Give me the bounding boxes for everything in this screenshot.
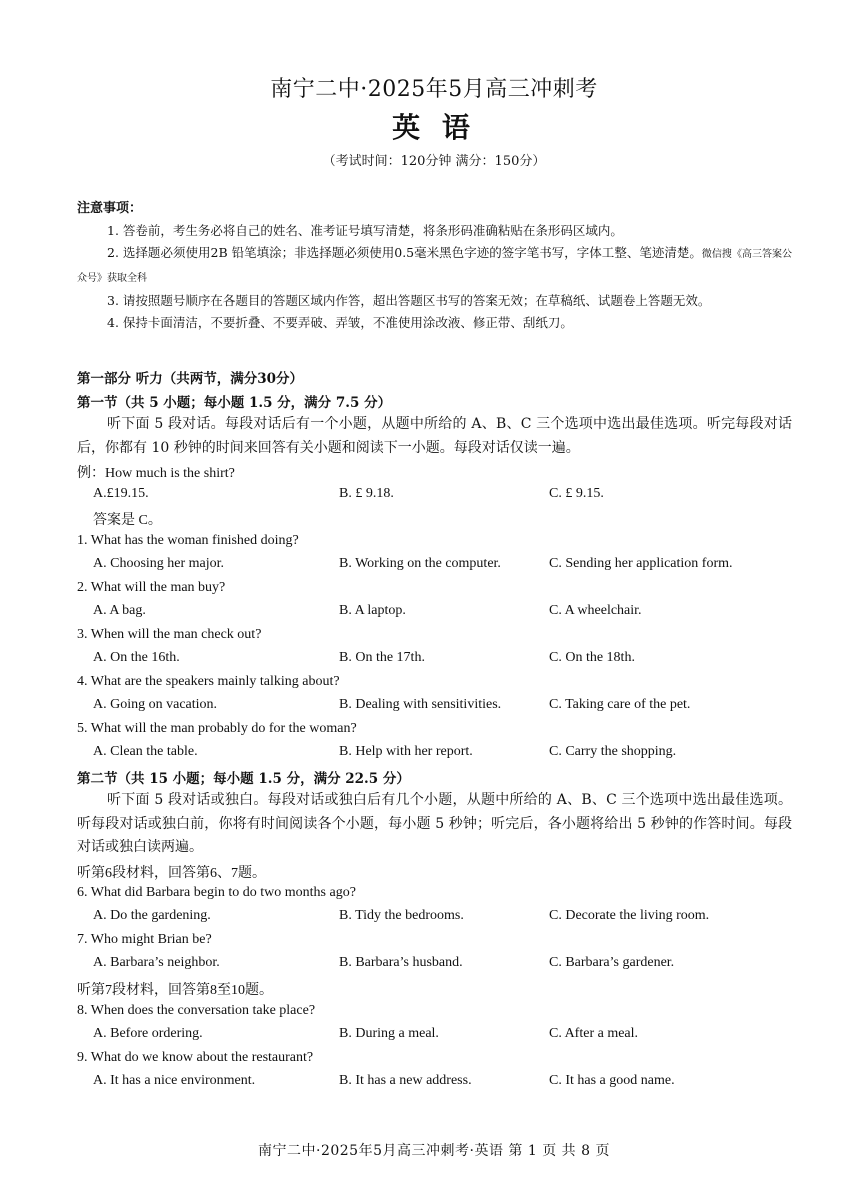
notes-block [77, 198, 792, 334]
question-3: 3. When will the man check out? [77, 627, 262, 642]
part1-heading: 第一部分 听力（共两节，满分30分） [77, 371, 303, 387]
question-7-option-a: A. Barbara’s neighbor. [93, 955, 220, 970]
question-2-option-a: A. A bag. [93, 603, 146, 618]
question-7-option-b: B. Barbara’s husband. [339, 955, 463, 970]
question-5-option-c: C. Carry the shopping. [549, 744, 677, 759]
example-option-a: A.£19.15. [93, 486, 149, 501]
note-item-2 [77, 242, 792, 290]
note-item-3: 3. 请按照题号顺序在各题目的答题区域内作答，超出答题区书写的答案无效；在草稿纸、试题卷上答题无效。 [107, 293, 711, 308]
example-question: 例：How much is the shirt? [77, 466, 235, 481]
subject-title: 英 语 [392, 111, 476, 144]
example-option-c: C. £ 9.15. [549, 486, 604, 501]
question-8: 8. When does the conversation take place? [77, 1003, 316, 1018]
notes-heading: 注意事项： [77, 201, 143, 216]
example-answer: 答案是 C。 [93, 513, 162, 528]
question-3-option-a: A. On the 16th. [93, 650, 180, 665]
question-4-option-b: B. Dealing with sensitivities. [339, 697, 502, 712]
note-item-2-watermark: 微信搜《高三答案公众号》获取全科 [77, 249, 792, 284]
question-9-option-a: A. It has a nice environment. [93, 1073, 256, 1088]
page-footer: 南宁二中·2025年5月高三冲刺考·英语 第 1 页 共 8 页 [258, 1143, 610, 1159]
note-item-2-text: 2. 选择题必须使用2B 铅笔填涂；非选择题必须使用0.5毫米黑色字迹的签字笔书写，字体工整、笔迹清楚。 [107, 245, 702, 260]
section2-instructions: 听下面 5 段对话或独白。每段对话或独白后有几个小题，从题中所给的 A、B、C 三个选项中选出最佳选项。听每段对话或独白前，你将有时间阅读各个小题，每小题 5 秒钟；听完后，各小题将给出 5 秒钟的作答时间。每段对话或独白读两遍。 [77, 792, 792, 855]
question-1-option-c: C. Sending her application form. [549, 556, 733, 571]
note-item-4: 4. 保持卡面清洁，不要折叠、不要弄破、弄皱，不准使用涂改液、修正带、刮纸刀。 [107, 315, 573, 330]
question-8-option-a: A. Before ordering. [93, 1026, 203, 1041]
exam-info: （考试时间：120分钟 满分：150分） [322, 154, 546, 169]
material-6-note: 听第6段材料，回答第6、7题。 [77, 866, 266, 881]
question-9: 9. What do we know about the restaurant? [77, 1050, 314, 1065]
question-5-option-b: B. Help with her report. [339, 744, 473, 759]
question-6: 6. What did Barbara begin to do two months ago? [77, 885, 356, 900]
question-9-option-c: C. It has a good name. [549, 1073, 675, 1088]
question-2-option-b: B. A laptop. [339, 603, 406, 618]
note-item-1: 1. 答卷前，考生务必将自己的姓名、准考证号填写清楚，将条形码准确粘贴在条形码区域内。 [107, 223, 623, 238]
question-2-option-c: C. A wheelchair. [549, 603, 642, 618]
question-1-option-b: B. Working on the computer. [339, 556, 501, 571]
section1-heading: 第一节（共 5 小题；每小题 1.5 分，满分 7.5 分） [77, 395, 392, 411]
question-4-option-c: C. Taking care of the pet. [549, 697, 691, 712]
question-3-option-c: C. On the 18th. [549, 650, 635, 665]
question-4-option-a: A. Going on vacation. [93, 697, 218, 712]
question-4: 4. What are the speakers mainly talking about? [77, 674, 340, 689]
example-option-b: B. £ 9.18. [339, 486, 394, 501]
exam-title: 南宁二中·2025年5月高三冲刺考 [270, 77, 598, 102]
question-2: 2. What will the man buy? [77, 580, 226, 595]
question-3-option-b: B. On the 17th. [339, 650, 425, 665]
section1-instructions: 听下面 5 段对话。每段对话后有一个小题，从题中所给的 A、B、C 三个选项中选出最佳选项。听完每段对话后，你都有 10 秒钟的时间来回答有关小题和阅读下一小题。每段对话仅读一遍。 [77, 416, 792, 456]
section2-heading: 第二节（共 15 小题；每小题 1.5 分，满分 22.5 分） [77, 771, 410, 787]
question-6-option-c: C. Decorate the living room. [549, 908, 710, 923]
question-8-option-c: C. After a meal. [549, 1026, 639, 1041]
question-9-option-b: B. It has a new address. [339, 1073, 472, 1088]
material-7-note: 听第7段材料，回答第8至10题。 [77, 983, 273, 998]
question-7: 7. Who might Brian be? [77, 932, 212, 947]
question-6-option-b: B. Tidy the bedrooms. [339, 908, 464, 923]
question-5-option-a: A. Clean the table. [93, 744, 198, 759]
question-8-option-b: B. During a meal. [339, 1026, 439, 1041]
question-1-option-a: A. Choosing her major. [93, 556, 225, 571]
question-7-option-c: C. Barbara’s gardener. [549, 955, 675, 970]
question-6-option-a: A. Do the gardening. [93, 908, 211, 923]
question-1: 1. What has the woman finished doing? [77, 533, 299, 548]
question-5: 5. What will the man probably do for the woman? [77, 721, 357, 736]
